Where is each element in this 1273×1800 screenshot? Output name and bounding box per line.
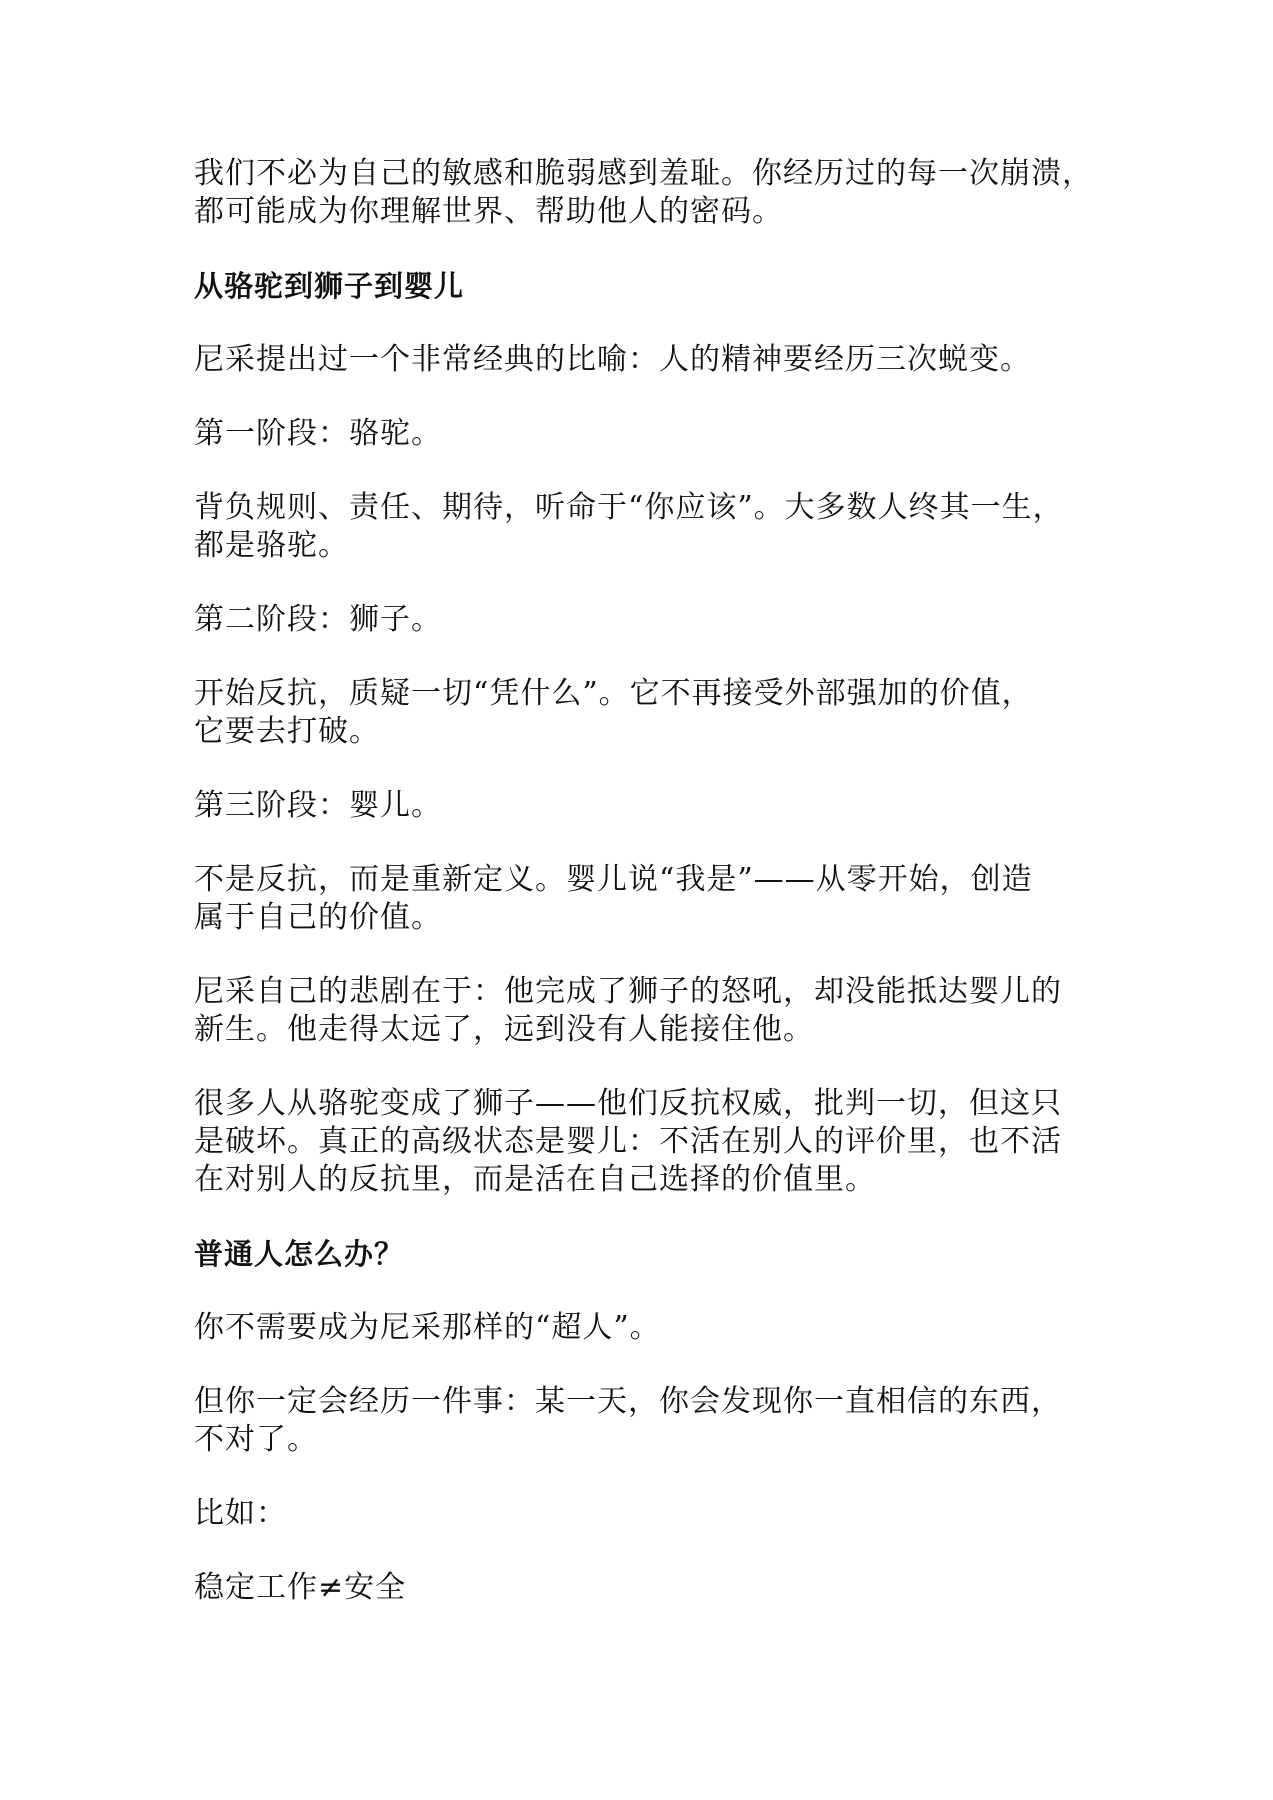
paragraph (194, 675, 1084, 751)
text-line: 是破坏。真正的高级状态是婴儿：不活在别人的评价里，也不活 (194, 1124, 1062, 1159)
paragraph (194, 973, 1084, 1049)
text-line: 稳定工作≠安全 (194, 1570, 407, 1605)
text-line: 但你一定会经历一件事：某一天，你会发现你一直相信的东西， (194, 1384, 1062, 1419)
text-line: 尼采提出过一个非常经典的比喻：人的精神要经历三次蜕变。 (194, 342, 1031, 377)
text-line: 它要去打破。 (194, 714, 380, 749)
text-line: 不对了。 (194, 1422, 318, 1457)
section-heading (194, 267, 1084, 305)
paragraph (194, 1569, 1084, 1607)
text-line: 属于自己的价值。 (194, 900, 442, 935)
text-line: 尼采自己的悲剧在于：他完成了狮子的怒吼，却没能抵达婴儿的 (194, 974, 1062, 1009)
text-line: 不是反抗，而是重新定义。婴儿说“我是”——从零开始，创造 (194, 862, 1033, 897)
text-line: 很多人从骆驼变成了狮子——他们反抗权威，批判一切，但这只 (194, 1086, 1062, 1121)
text-line: 你不需要成为尼采那样的“超人”。 (194, 1310, 661, 1345)
text-line: 背负规则、责任、期待，听命于“你应该”。大多数人终其一生， (194, 490, 1064, 525)
text-line: 在对别人的反抗里，而是活在自己选择的价值里。 (194, 1162, 876, 1197)
paragraph (194, 861, 1084, 937)
text-line: 新生。他走得太远了，远到没有人能接住他。 (194, 1012, 814, 1047)
text-line: 第一阶段：骆驼。 (194, 416, 442, 451)
document-body (194, 155, 1093, 1643)
text-line: 第三阶段：婴儿。 (194, 788, 442, 823)
text-line: 开始反抗，质疑一切“凭什么”。它不再接受外部强加的价值， (194, 676, 1033, 711)
text-line: 我们不必为自己的敏感和脆弱感到羞耻。你经历过的每一次崩溃， (194, 156, 1093, 191)
paragraph (194, 1085, 1084, 1199)
paragraph (194, 601, 1084, 639)
paragraph (194, 787, 1084, 825)
paragraph (194, 415, 1084, 453)
paragraph (194, 1309, 1084, 1347)
paragraph (194, 489, 1084, 565)
paragraph (194, 155, 1093, 231)
text-line: 比如： (194, 1496, 287, 1531)
paragraph (194, 341, 1084, 379)
paragraph (194, 1495, 1084, 1533)
text-line: 都可能成为你理解世界、帮助他人的密码。 (194, 194, 783, 229)
heading-text: 从骆驼到狮子到婴儿 (194, 269, 465, 303)
paragraph (194, 1383, 1084, 1459)
text-line: 都是骆驼。 (194, 528, 349, 563)
section-heading (194, 1235, 1084, 1273)
heading-text: 普通人怎么办？ (194, 1237, 405, 1271)
text-line: 第二阶段：狮子。 (194, 602, 442, 637)
